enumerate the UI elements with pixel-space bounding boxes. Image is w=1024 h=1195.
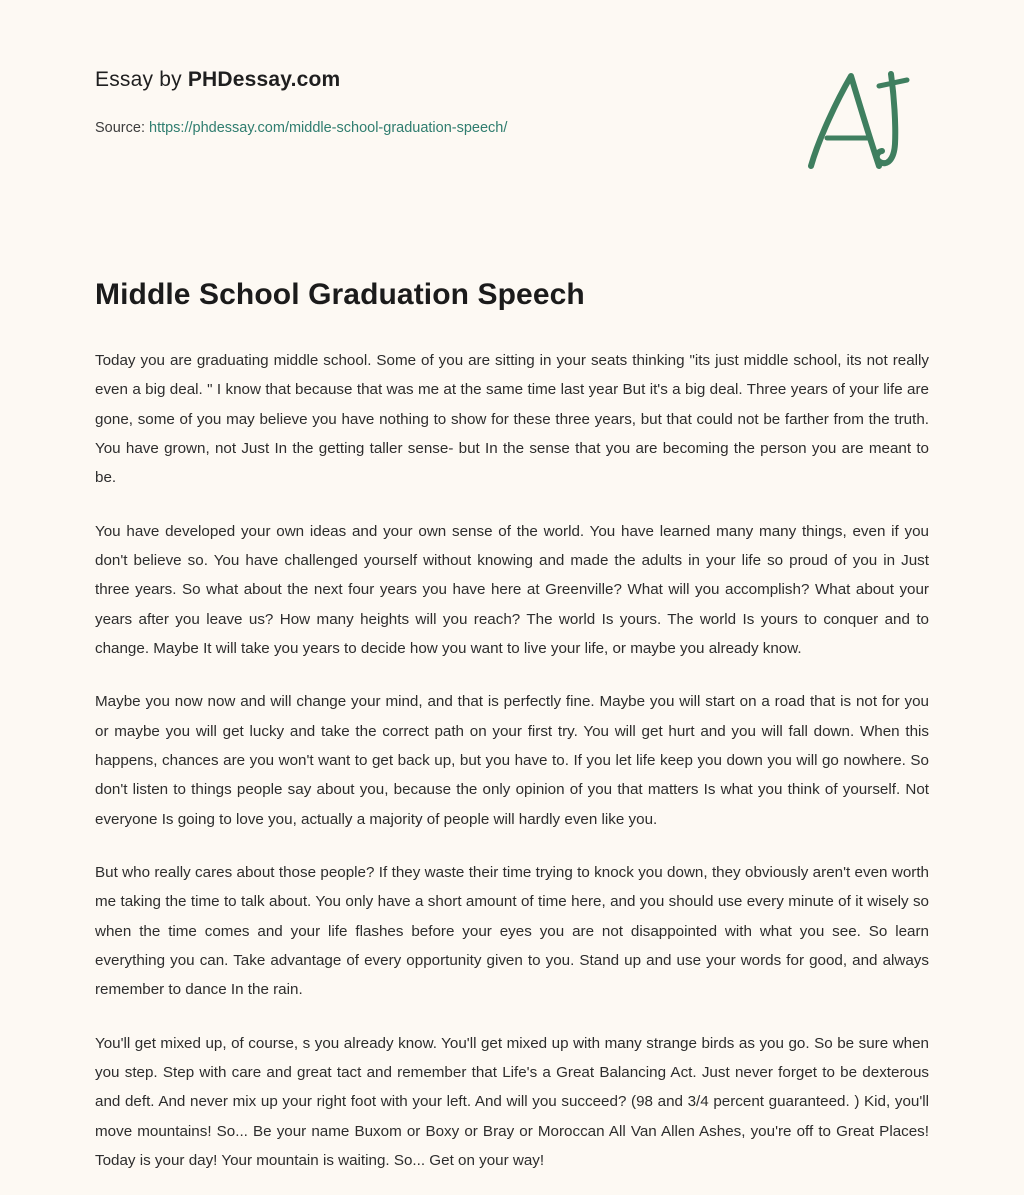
document-header [95,68,929,188]
essay-body [95,346,929,1175]
paragraph: Maybe you now now and will change your mind, and that is perfectly fine. Maybe you will start on a road that is not for you or maybe you will get lucky and take the correct path on your first try. You will get hurt and you will fall down. When this happens, chances are you won't want to get back up, but you have to. If you let life keep you down you will go nowhere. So don't listen to things people say about you, because the only opinion of you that matters Is what you think of yourself. Not everyone Is going to love you, actually a majority of people will hardly even like you. [95,693,929,828]
paragraph: Today you are graduating middle school. Some of you are sitting in your seats thinking "its just middle school, its not really even a big deal. " I know that because that was me at the same time last year But it's a big deal. Three years of your life are gone, some of you may believe you have nothing to show for these three years, but that could not be farther from the truth. You have grown, not Just In the getting taller sense- but In the sense that you are becoming the person you are meant to be. [95,352,929,487]
brand-name: PHDessay.com [187,68,341,91]
paragraph: You have developed your own ideas and your own sense of the world. You have learned many many things, even if you don't believe so. You have challenged yourself without knowing and made the adults in your life so proud of you in Just three years. So what about the next four years you have here at Greenville? What will you accomplish? What about your years after you leave us? How many heights will you reach? The world Is yours. The world Is yours to conquer and to change. Maybe It will take you years to decide how you want to live your life, or maybe you already know. [95,522,929,657]
paragraph: But who really cares about those people? If they waste their time trying to knock you down, they obviously aren't even worth me taking the time to talk about. You only have a short amount of time here, and you should use every minute of it wisely so when the time comes and your life flashes before your eyes you are not disappointed with what you see. So learn everything you can. Take advantage of every opportunity given to you. Stand up and use your words for good, and always remember to dance In the rain. [95,863,929,999]
source-link[interactable]: https://phdessay.com/middle-school-graduation-speech/ [149,120,508,136]
page-title: Middle School Graduation Speech [95,278,585,311]
phdessay-a-monogram-icon [799,66,919,176]
brand-prefix: Essay by [95,68,188,91]
source-label: Source: [95,120,149,136]
paragraph: You'll get mixed up, of course, s you already know. You'll get mixed up with many strange birds as you go. So be sure when you step. Step with care and great tact and remember that Life's a Great Balancing Act. Just never forget to be dexterous and deft. And never mix up your right foot with your left. And will you succeed? (98 and 3/4 percent guaranteed. ) Kid, you'll move mountains! So... Be your name Buxom or Boxy or Bray or Moroccan All Van Allen Ashes, you're off to Great Places! Today is your day! Your mountain is waiting. So... Get on your way! [95,1034,929,1169]
